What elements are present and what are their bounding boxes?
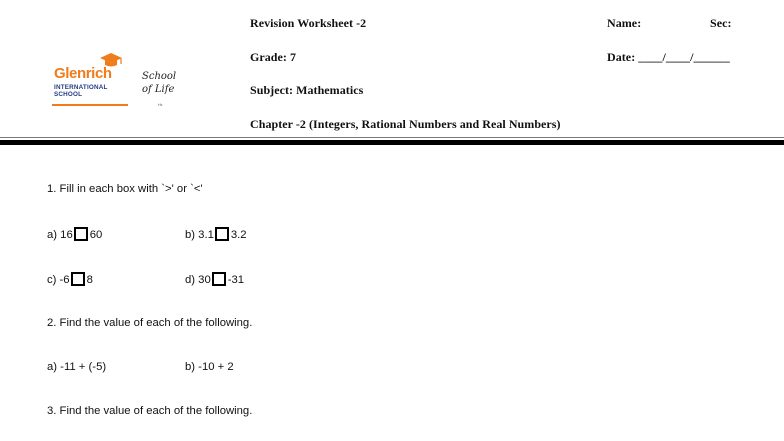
answer-box <box>215 227 229 241</box>
logo-subtitle-2: SCHOOL <box>54 91 83 98</box>
logo-fine-print: Hr. <box>158 102 164 107</box>
chapter-label: Chapter -2 (Integers, Rational Numbers and Real Numbers) <box>250 117 561 131</box>
logo-script-line-1: School <box>142 71 177 82</box>
logo-script-line-2: of Life <box>142 84 175 95</box>
header-divider-thick <box>0 140 784 145</box>
subject-label: Subject: Mathematics <box>250 83 364 97</box>
q1-item-d <box>185 272 244 286</box>
logo-brand-text: Glenrich <box>54 65 112 82</box>
logo-underline <box>52 104 128 106</box>
worksheet-title: Revision Worksheet -2 <box>250 16 367 30</box>
section-field-label: Sec: <box>710 16 732 30</box>
question-2-title: 2. Find the value of each of the following. <box>47 317 253 329</box>
school-logo <box>52 52 192 112</box>
q1-item-b <box>185 227 247 241</box>
grade-label: Grade: 7 <box>250 50 297 64</box>
q1-b-right: 3.2 <box>230 229 247 241</box>
q1-d-right: -31 <box>227 274 245 286</box>
answer-box <box>71 272 85 286</box>
q1-item-c <box>47 272 93 286</box>
question-1-title: 1. Fill in each box with `>' or `<' <box>47 183 203 195</box>
q2-item-b: b) -10 + 2 <box>185 361 234 373</box>
header-divider-thin <box>0 137 784 138</box>
question-3-title: 3. Find the value of each of the following. <box>47 405 253 417</box>
q1-a-right: 60 <box>89 229 103 241</box>
answer-box <box>212 272 226 286</box>
q1-item-a <box>47 227 102 241</box>
q1-c-right: 8 <box>86 274 93 286</box>
q1-a-left: a) 16 <box>47 229 73 241</box>
name-field-label: Name: <box>607 16 642 30</box>
date-field-label: Date: ____/____/______ <box>607 50 730 64</box>
q2-item-a: a) -11 + (-5) <box>47 361 107 373</box>
answer-box <box>74 227 88 241</box>
logo-subtitle-1: INTERNATIONAL <box>54 84 108 91</box>
q1-d-left: d) 30 <box>185 274 211 286</box>
q1-c-left: c) -6 <box>47 274 70 286</box>
q1-b-left: b) 3.1 <box>185 229 214 241</box>
